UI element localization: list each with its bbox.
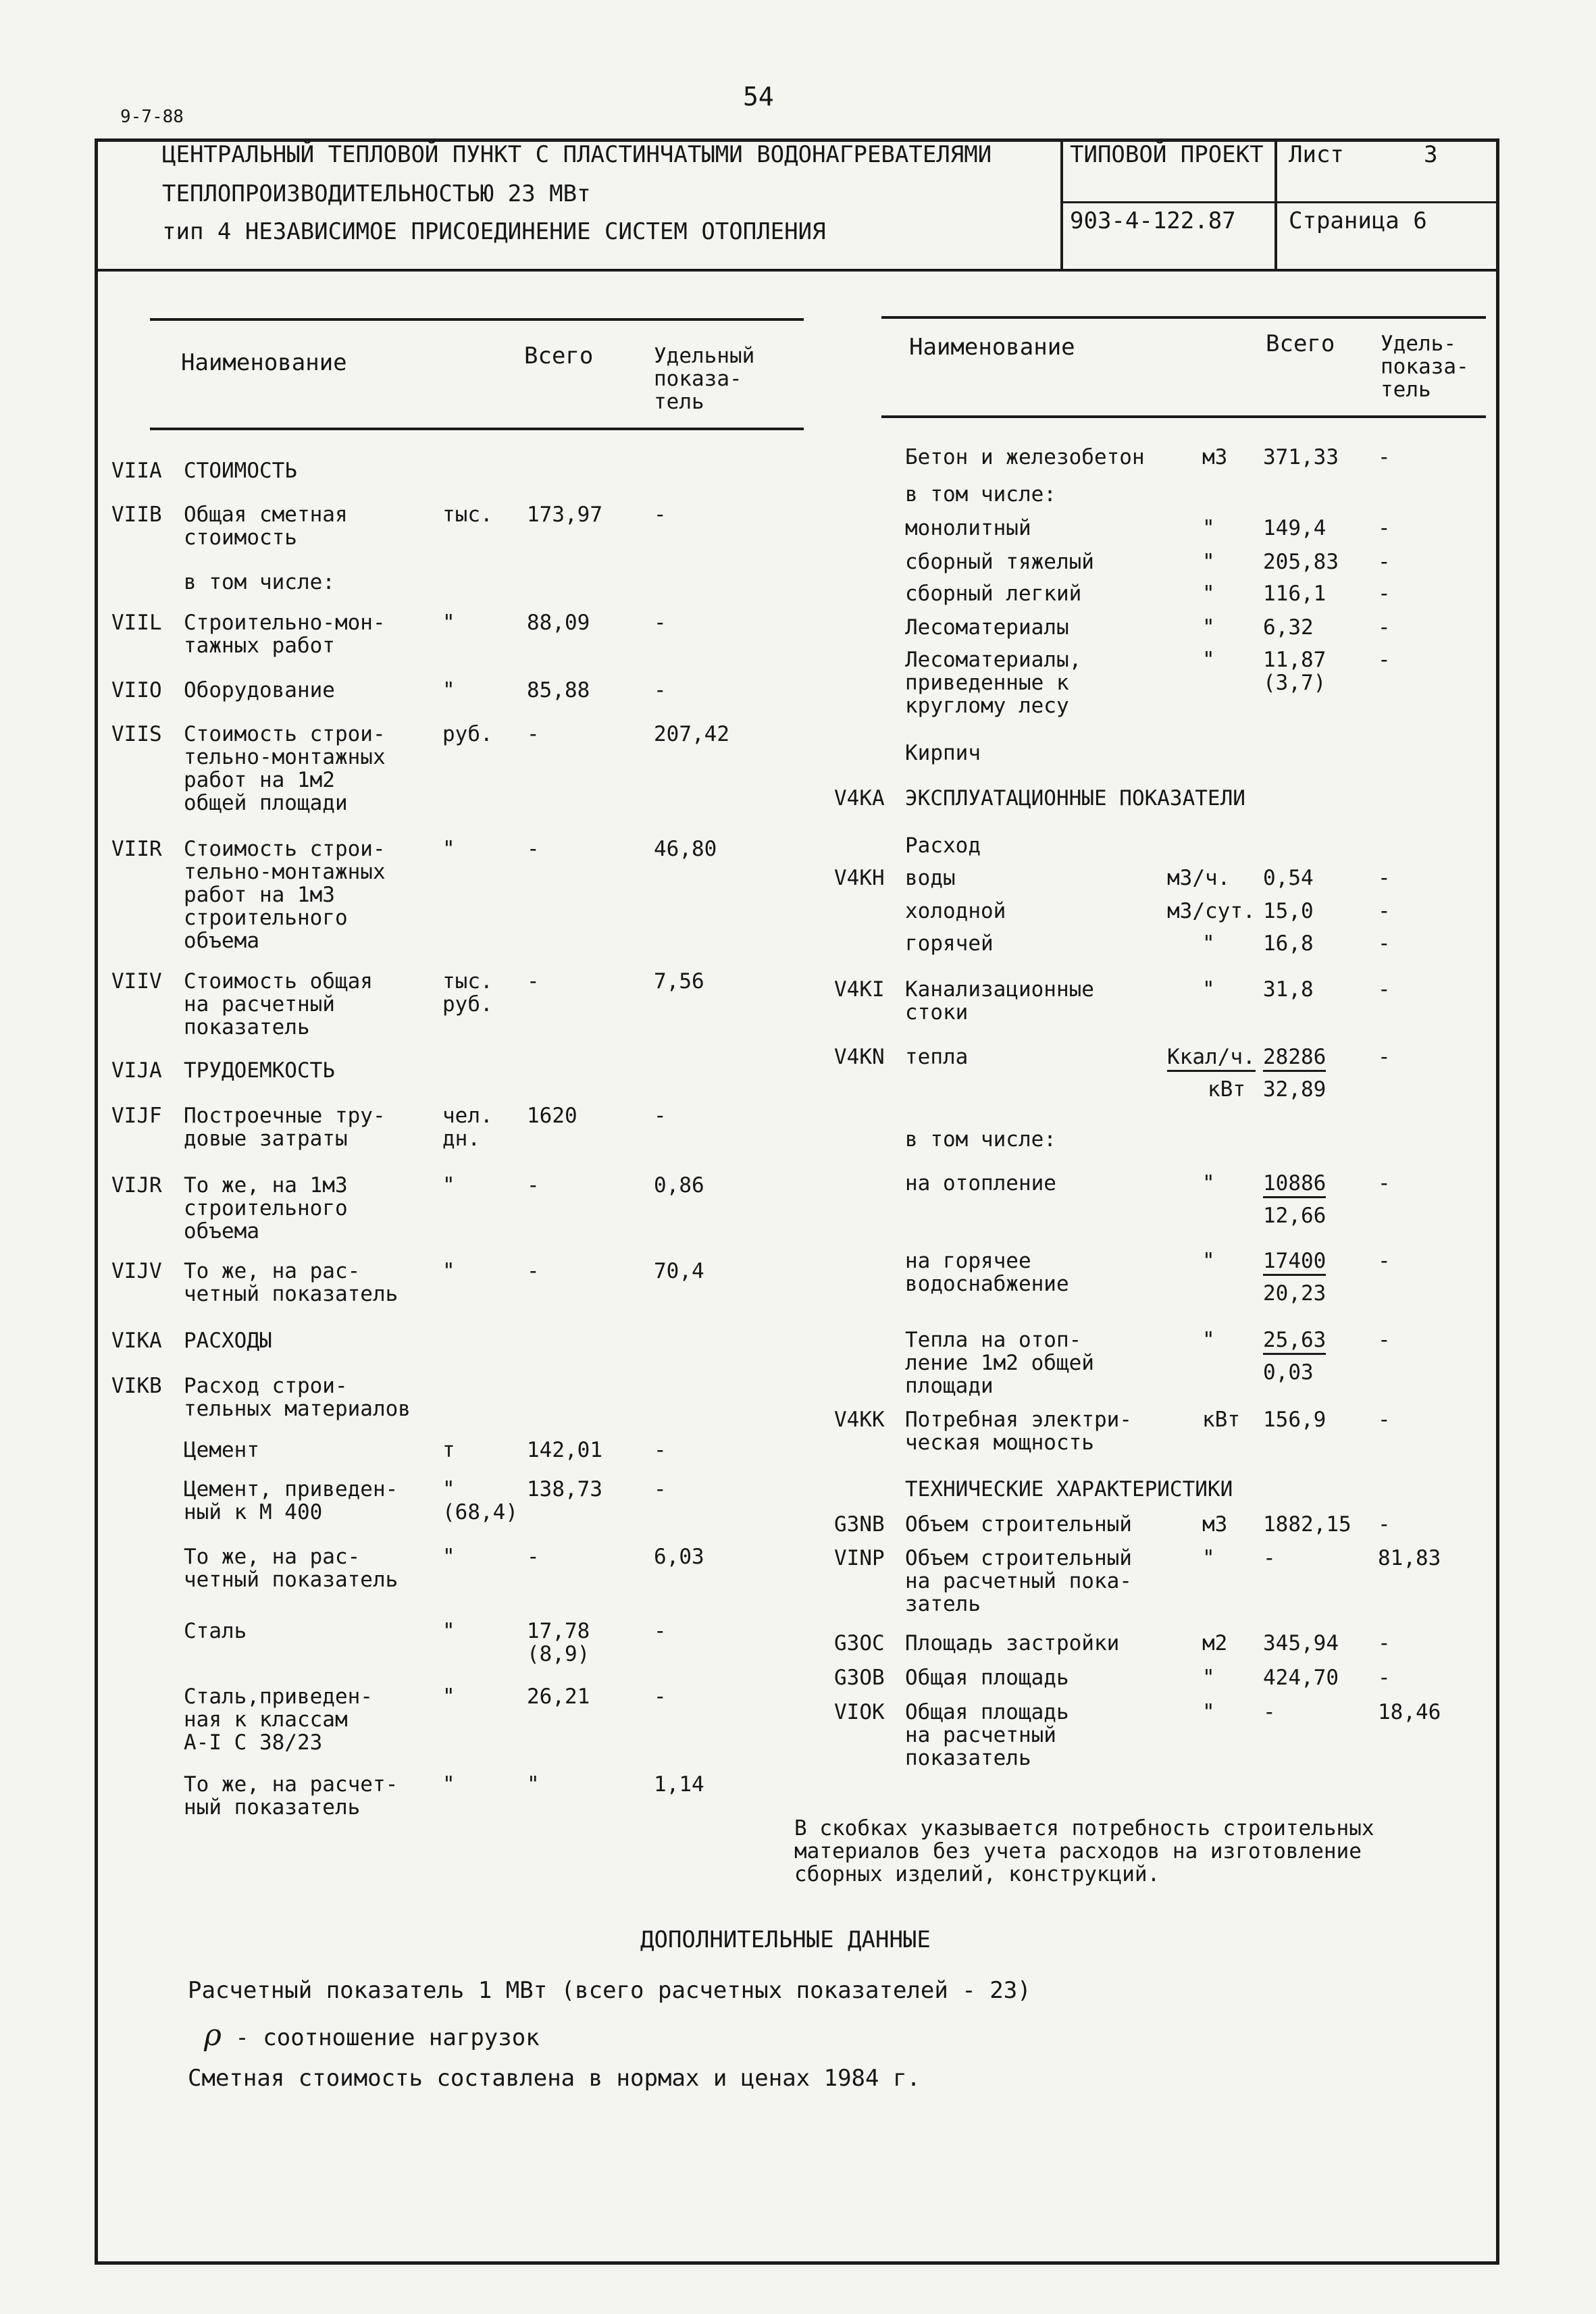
row-code: VIKA bbox=[111, 1329, 162, 1353]
row-total: 1620 bbox=[527, 1104, 577, 1128]
row-unit: " bbox=[1202, 516, 1215, 540]
row-unit: чел. дн. bbox=[442, 1104, 493, 1151]
row-code: VIJV bbox=[111, 1259, 162, 1283]
row-total: 138,73 bbox=[527, 1477, 602, 1501]
row-specific: - bbox=[1378, 1045, 1391, 1069]
row-total: - bbox=[1263, 1546, 1276, 1570]
row-total: 85,88 bbox=[527, 678, 590, 702]
row-unit: " bbox=[1202, 977, 1215, 1002]
row-code: VIJF bbox=[111, 1104, 162, 1128]
row-total-secondary: 32,89 bbox=[1263, 1077, 1327, 1102]
row-unit: " bbox=[1202, 1700, 1215, 1724]
row-specific: - bbox=[654, 1104, 667, 1128]
row-total-secondary: 20,23 bbox=[1263, 1281, 1327, 1306]
row-name: на отопление bbox=[905, 1171, 1056, 1195]
row-total: 345,94 bbox=[1263, 1631, 1339, 1655]
row-unit: Ккал/ч. bbox=[1167, 1046, 1256, 1072]
row-name: Цемент, приведен- ный к М 400 bbox=[184, 1477, 398, 1524]
left-col-specific: Удельный показа- тель bbox=[654, 344, 755, 414]
row-code: G3OC bbox=[834, 1631, 885, 1655]
row-specific: - bbox=[1378, 582, 1391, 606]
row-name: Сталь bbox=[184, 1619, 247, 1643]
row-code: VIIA bbox=[111, 459, 162, 483]
row-name: Лесоматериалы, приведенные к круглому лесу bbox=[905, 648, 1082, 718]
row-total: 17400 bbox=[1263, 1250, 1326, 1276]
sheet-value: 3 bbox=[1424, 141, 1438, 168]
row-name: Общая площадь на расчетный показатель bbox=[905, 1700, 1069, 1770]
left-col-name: Наименование bbox=[181, 349, 347, 376]
row-unit: м3/сут. bbox=[1167, 899, 1256, 923]
row-name: Бетон и железобетон bbox=[905, 445, 1145, 469]
row-total-secondary: 0,03 bbox=[1263, 1360, 1314, 1385]
row-total: 11,87 (3,7) bbox=[1263, 648, 1327, 695]
row-unit: " bbox=[442, 678, 455, 702]
row-total-secondary: 12,66 bbox=[1263, 1204, 1327, 1228]
row-total: - bbox=[527, 969, 540, 994]
row-unit: т bbox=[442, 1438, 455, 1462]
row-specific: - bbox=[1378, 977, 1391, 1002]
row-unit: " bbox=[1202, 931, 1215, 956]
row-name: на горячее водоснабжение bbox=[905, 1249, 1069, 1296]
row-specific: - bbox=[1378, 550, 1391, 574]
row-code: V4KN bbox=[834, 1045, 885, 1069]
row-name: СТОИМОСТЬ bbox=[184, 459, 297, 483]
left-header-bottom-rule bbox=[150, 428, 804, 430]
row-unit: руб. bbox=[442, 722, 493, 746]
row-name: Расход строи- тельных материалов bbox=[184, 1374, 411, 1421]
row-specific: - bbox=[1378, 931, 1391, 956]
row-specific: 46,80 bbox=[654, 837, 717, 861]
row-total: 15,0 bbox=[1263, 899, 1314, 923]
right-col-total: Всего bbox=[1266, 330, 1335, 357]
row-unit-secondary: кВт bbox=[1208, 1077, 1245, 1102]
row-specific: - bbox=[1378, 899, 1391, 923]
row-name: Стоимость общая на расчетный показатель bbox=[184, 969, 373, 1039]
row-code: V4KA bbox=[834, 786, 885, 811]
row-name: тепла bbox=[905, 1045, 969, 1069]
row-specific: - bbox=[654, 1438, 667, 1462]
row-unit: " bbox=[1202, 1249, 1215, 1273]
row-code: VIJA bbox=[111, 1058, 162, 1083]
additional-line-3: Сметная стоимость составлена в нормах и ценах 1984 г. bbox=[188, 2065, 921, 2092]
row-specific: - bbox=[654, 678, 667, 702]
row-specific: - bbox=[1378, 1512, 1391, 1537]
row-name: ТЕХНИЧЕСКИЕ ХАРАКТЕРИСТИКИ bbox=[905, 1477, 1233, 1501]
row-total: - bbox=[527, 1173, 540, 1198]
right-header-top-rule bbox=[881, 316, 1486, 319]
row-total: 26,21 bbox=[527, 1685, 590, 1709]
row-specific: - bbox=[1378, 445, 1391, 469]
row-total: 149,4 bbox=[1263, 516, 1327, 540]
row-unit: " bbox=[1202, 1666, 1215, 1690]
row-specific: - bbox=[654, 1685, 667, 1709]
row-name: Расход bbox=[905, 833, 981, 858]
row-name: Общая сметная стоимость bbox=[184, 503, 348, 550]
row-code: VIIB bbox=[111, 503, 162, 527]
row-name: Цемент bbox=[184, 1438, 259, 1462]
row-unit: " bbox=[1202, 582, 1215, 606]
row-specific: - bbox=[1378, 1666, 1391, 1690]
row-specific: - bbox=[654, 1477, 667, 1501]
row-total: 205,83 bbox=[1263, 550, 1339, 574]
row-name: горячей bbox=[905, 931, 994, 956]
row-code: VIOK bbox=[834, 1700, 885, 1724]
row-specific: 81,83 bbox=[1378, 1546, 1441, 1570]
row-name: монолитный bbox=[905, 516, 1031, 540]
row-name: Потребная электри- ческая мощность bbox=[905, 1408, 1132, 1455]
row-total: 6,32 bbox=[1263, 615, 1314, 640]
row-total: 173,97 bbox=[527, 503, 602, 527]
row-name: Канализационные стоки bbox=[905, 977, 1094, 1025]
row-total: 25,63 bbox=[1263, 1329, 1326, 1355]
row-total: 17,78 (8,9) bbox=[527, 1619, 590, 1666]
row-code: V4KI bbox=[834, 977, 885, 1002]
row-unit: тыс. руб. bbox=[442, 969, 493, 1017]
row-specific: - bbox=[1378, 516, 1391, 540]
additional-data-title: ДОПОЛНИТЕЛЬНЫЕ ДАННЫЕ bbox=[640, 1926, 931, 1953]
sheet-label: Лист bbox=[1289, 141, 1344, 168]
document-code: 9-7-88 bbox=[120, 107, 184, 127]
row-code: VIIR bbox=[111, 837, 162, 861]
row-code: VIIO bbox=[111, 678, 162, 702]
row-name: воды bbox=[905, 866, 956, 890]
row-specific: 70,4 bbox=[654, 1259, 704, 1283]
row-total: - bbox=[527, 1545, 540, 1569]
row-unit: " bbox=[1202, 615, 1215, 640]
row-total: 142,01 bbox=[527, 1438, 602, 1462]
row-unit: " bbox=[442, 1545, 455, 1569]
row-name: То же, на 1м3 строительного объема bbox=[184, 1173, 348, 1243]
row-total: " bbox=[527, 1772, 540, 1797]
row-unit: м3 bbox=[1202, 445, 1228, 469]
row-total: 371,33 bbox=[1263, 445, 1339, 469]
row-unit: кВт bbox=[1202, 1408, 1240, 1432]
project-number: 903-4-122.87 bbox=[1070, 207, 1236, 234]
additional-line-1: Расчетный показатель 1 МВт (всего расчетных показателей - 23) bbox=[188, 1977, 1031, 2004]
row-code: VIJR bbox=[111, 1173, 162, 1198]
row-name: То же, на рас- четный показатель bbox=[184, 1545, 398, 1592]
right-header-bottom-rule bbox=[881, 415, 1486, 418]
row-name: То же, на рас- четный показатель bbox=[184, 1259, 398, 1306]
row-unit: " bbox=[442, 837, 455, 861]
row-specific: - bbox=[1378, 648, 1391, 672]
row-specific: - bbox=[1378, 1328, 1391, 1352]
row-unit: " bbox=[1202, 1171, 1215, 1195]
row-total: - bbox=[527, 1259, 540, 1283]
row-total: 1882,15 bbox=[1263, 1512, 1352, 1537]
row-code: VINP bbox=[834, 1546, 885, 1570]
row-unit: тыс. bbox=[442, 503, 493, 527]
row-name: Объем строительный на расчетный пока- затель bbox=[905, 1546, 1132, 1616]
row-specific: - bbox=[1378, 1249, 1391, 1273]
row-unit: " bbox=[1202, 648, 1215, 672]
row-specific: 6,03 bbox=[654, 1545, 704, 1569]
row-specific: - bbox=[1378, 615, 1391, 640]
row-name: в том числе: bbox=[905, 482, 1056, 507]
row-unit: м2 bbox=[1202, 1631, 1228, 1655]
left-header-top-rule bbox=[150, 318, 804, 321]
row-unit: " bbox=[442, 1685, 455, 1709]
row-total: 31,8 bbox=[1263, 977, 1314, 1002]
row-specific: - bbox=[654, 503, 667, 527]
row-total: 0,54 bbox=[1263, 866, 1314, 890]
row-specific: 7,56 bbox=[654, 969, 704, 994]
title-line-2: ТЕПЛОПРОИЗВОДИТЕЛЬНОСТЬЮ 23 МВт bbox=[162, 180, 591, 207]
project-label: ТИПОВОЙ ПРОЕКТ bbox=[1070, 141, 1264, 168]
row-name: Построечные тру- довые затраты bbox=[184, 1104, 386, 1151]
row-specific: - bbox=[654, 1619, 667, 1643]
right-col-specific: Удель- показа- тель bbox=[1381, 332, 1469, 402]
row-unit: " bbox=[1202, 550, 1215, 574]
row-total: 28286 bbox=[1263, 1046, 1326, 1072]
row-code: V4KK bbox=[834, 1408, 885, 1432]
row-specific: 0,86 bbox=[654, 1173, 704, 1198]
row-name: сборный легкий bbox=[905, 582, 1082, 606]
row-total: 10886 bbox=[1263, 1172, 1326, 1198]
row-specific: - bbox=[654, 611, 667, 635]
rho-symbol: ρ bbox=[204, 2018, 222, 2053]
row-name: Сталь,приведен- ная к классам А-I С 38/23 bbox=[184, 1685, 373, 1755]
row-total: - bbox=[1263, 1700, 1276, 1724]
row-unit: " bbox=[1202, 1546, 1215, 1570]
left-col-total: Всего bbox=[524, 342, 594, 369]
row-code: VIIS bbox=[111, 722, 162, 746]
page-label: Страница 6 bbox=[1289, 207, 1427, 234]
row-specific: - bbox=[1378, 866, 1391, 890]
row-name: Площадь застройки bbox=[905, 1631, 1120, 1655]
row-name: То же, на расчет- ный показатель bbox=[184, 1772, 398, 1820]
row-name: РАСХОДЫ bbox=[184, 1329, 272, 1353]
row-total: 156,9 bbox=[1263, 1408, 1327, 1432]
row-unit: м3 bbox=[1202, 1512, 1228, 1537]
row-specific: - bbox=[1378, 1408, 1391, 1432]
title-line-1: ЦЕНТРАЛЬНЫЙ ТЕПЛОВОЙ ПУНКТ С ПЛАСТИНЧАТЫМИ ВОДОНАГРЕВАТЕЛЯМИ bbox=[162, 141, 992, 168]
row-total: - bbox=[527, 837, 540, 861]
row-name: Общая площадь bbox=[905, 1666, 1069, 1690]
row-name: Лесоматериалы bbox=[905, 615, 1069, 640]
row-unit: " bbox=[1202, 1328, 1215, 1352]
row-name: в том числе: bbox=[184, 570, 335, 594]
row-unit: " bbox=[442, 1173, 455, 1198]
row-specific: 18,46 bbox=[1378, 1700, 1441, 1724]
row-unit: " bbox=[442, 1772, 455, 1797]
row-name: холодной bbox=[905, 899, 1006, 923]
row-code: G3OB bbox=[834, 1666, 885, 1690]
row-specific: - bbox=[1378, 1171, 1391, 1195]
row-unit: " bbox=[442, 1619, 455, 1643]
row-name: ЭКСПЛУАТАЦИОННЫЕ ПОКАЗАТЕЛИ bbox=[905, 786, 1245, 811]
row-unit: м3/ч. bbox=[1167, 866, 1231, 890]
row-unit: " bbox=[442, 611, 455, 635]
row-name: Стоимость строи- тельно-монтажных работ на 1м3 строительного объема bbox=[184, 837, 386, 953]
page-number: 54 bbox=[743, 82, 774, 111]
row-code: VIIL bbox=[111, 611, 162, 635]
row-specific: - bbox=[1378, 1631, 1391, 1655]
row-name: Тепла на отоп- ление 1м2 общей площади bbox=[905, 1328, 1094, 1398]
row-code: G3NB bbox=[834, 1512, 885, 1537]
brackets-note: В скобках указывается потребность строительных материалов без учета расходов на изготовление сборных изделий, конструкций. bbox=[794, 1816, 1374, 1886]
row-name: ТРУДОЕМКОСТЬ bbox=[184, 1058, 335, 1083]
row-name: Объем строительный bbox=[905, 1512, 1132, 1537]
row-name: Строительно-мон- тажных работ bbox=[184, 611, 386, 658]
right-col-name: Наименование bbox=[909, 334, 1075, 361]
row-total: 424,70 bbox=[1263, 1666, 1339, 1690]
additional-line-2 bbox=[204, 2018, 540, 2053]
row-unit: " (68,4) bbox=[442, 1477, 518, 1524]
row-total: - bbox=[527, 722, 540, 746]
row-name: Оборудование bbox=[184, 678, 335, 702]
row-unit: " bbox=[442, 1259, 455, 1283]
row-name: Кирпич bbox=[905, 741, 981, 765]
row-name: в том числе: bbox=[905, 1127, 1056, 1152]
row-name: сборный тяжелый bbox=[905, 550, 1094, 574]
row-code: VIKB bbox=[111, 1374, 162, 1398]
row-total: 88,09 bbox=[527, 611, 590, 635]
row-specific: 207,42 bbox=[654, 722, 729, 746]
additional-line-2-text: - соотношение нагрузок bbox=[221, 2024, 540, 2051]
row-code: VIIV bbox=[111, 969, 162, 994]
row-code: V4KH bbox=[834, 866, 885, 890]
row-specific: 1,14 bbox=[654, 1772, 704, 1797]
row-total: 116,1 bbox=[1263, 582, 1327, 606]
title-line-3: тип 4 НЕЗАВИСИМОЕ ПРИСОЕДИНЕНИЕ СИСТЕМ ОТОПЛЕНИЯ bbox=[162, 218, 826, 245]
row-name: Стоимость строи- тельно-монтажных работ на 1м2 общей площади bbox=[184, 722, 386, 815]
row-total: 16,8 bbox=[1263, 931, 1314, 956]
